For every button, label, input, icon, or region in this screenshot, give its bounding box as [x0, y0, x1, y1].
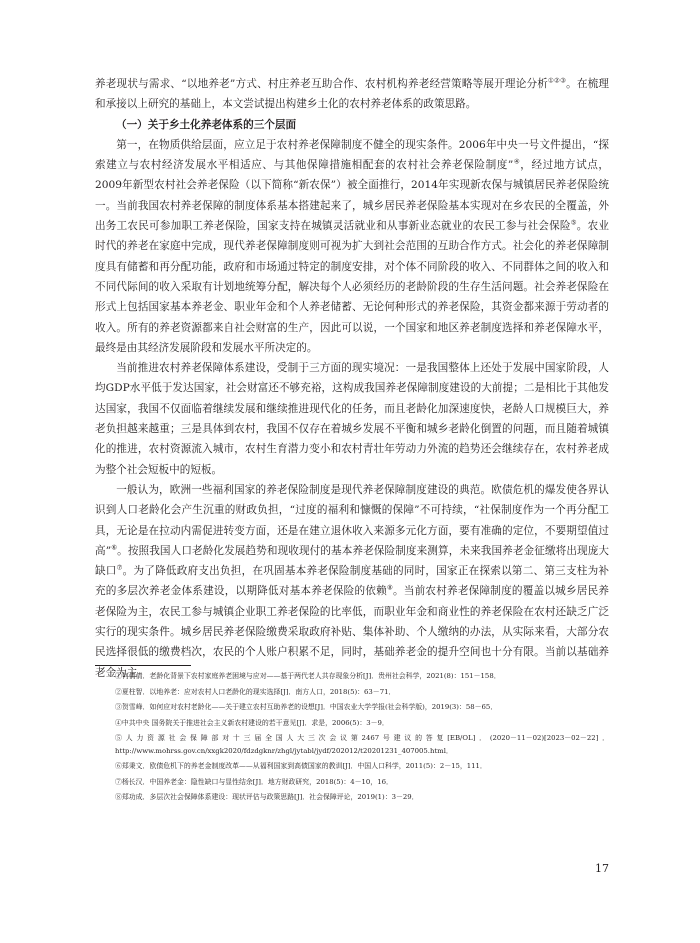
footnote-divider	[95, 665, 191, 666]
footnote-3: ③贺雪峰．如何应对农村老龄化——关于建立农村互助养老的设想[J]．中国农业大学学报(社会科学版)，2019(3)：58－65．	[115, 703, 498, 711]
intro-text-end: 。在梳理和承接以上研究的基础上，本文尝试提出构建乡土化的农村养老体系的政策思路。	[95, 78, 610, 111]
page-number: 17	[595, 862, 609, 875]
p3-text-a: 一般认为，欧洲一些福利国家的养老保险制度是现代养老保障制度建设的典范。欧债危机的爆发使各界认识到人口老龄化会产生沉重的财政负担，“过度的福利和慷慨的保障”不可持续，“社保制度作为一个再分配工具，无论是在拉动内需促进转变方面，还是在建立退休收入来源多元化方面，要有准确的定位，不要期望值过高”	[95, 483, 609, 557]
footnote-8: ⑧郑功成．多层次社会保障体系建设：现状评估与政策思路[J]．社会保障评论，2019(1)：3－29．	[115, 793, 419, 801]
intro-text: 养老现状与需求、“以地养老”方式、村庄养老互助合作、农村机构养老经营策略等展开理论分析	[95, 78, 549, 90]
footnote-ref: ①②③	[548, 76, 567, 85]
footnote-4: ④中共中央 国务院关于推进社会主义新农村建设的若干意见[J]．求是，2006(5)：3－9．	[115, 718, 389, 727]
footnote-7: ⑦杨长汉．中国养老金：隐性缺口与显性结余[J]．地方财政研究，2018(5)：4－10，16．	[115, 777, 393, 786]
p3-text-c: 。为了降低政府支出负担，在巩固基本养老保险制度基础的同时，国家正在探索以第二、第三支柱为补充的多层次养老金体系建设，以期降低对基本养老保险的依赖	[95, 565, 609, 598]
footnote-ref: ⑥	[111, 543, 118, 552]
footnote-1: ①何倩倩．老龄化背景下农村家庭养老困境与应对——基于两代老人共存现象分析[J]．贵州社会科学，2021(8)：151－158．	[115, 672, 501, 680]
main-text	[95, 74, 609, 683]
footnote-5: ⑤人力资源社会保障部对十三届全国人大三次会议第2467号建议的答复[EB/OL]．(2020－11－02)[2023－02－22]．http://www.mohrss.gov.cn/xxgk2020/fdzdgknr/zhgl/jytabl/jydf/202012/t20201231_407005.html．	[115, 734, 609, 755]
p1-text-b: ，经过地方试点，2009年新型农村社会养老保险（以下简称“新农保”）被全面推行，2014年实现新农保与城镇居民养老保险统一。当前我国农村养老保障的制度体系基本搭建起来了，城乡居民养老保险基本实现对在乡农民的全覆盖，外出务工农民可参加职工养老保险，国家支持在城镇灵活就业和从事新业态就业的农民工参与社会保险	[95, 159, 610, 233]
footnote-ref: ④	[513, 157, 521, 166]
intro-paragraph	[95, 74, 609, 115]
paragraph-1	[95, 135, 609, 358]
section-heading: （一）关于乡土化养老体系的三个层面	[116, 118, 297, 131]
footnotes	[95, 669, 609, 806]
p3-text-b: 。按照我国人口老龄化发展趋势和现收现付的基本养老保险制度来测算，未来我国养老金征缴将出现庞大缺口	[95, 544, 610, 578]
paragraph-3	[95, 480, 609, 683]
p1-text-c: 。农业时代的养老在家庭中完成，现代养老保障制度则可视为扩大到社会范围的互助合作方式。社会化的养老保障制度具有储蓄和再分配功能，政府和市场通过特定的制度安排，对个体不同阶段的收入、不同群体之间的收入和不同代际间的收入采取有计划地统筹分配，解决每个人必须经历的老龄阶段的生存生活问题。社会养老保险在形式上包括国家基本养老金、职业年金和个人养老储蓄、无论何种形式的养老保险，其资金都来源于劳动者的收入。所有的养老资源都来自社会财富的生产，因此可以说，一个国家和地区养老制度选择和养老保障水平，最终是由其经济发展阶段和发展水平所决定的。	[95, 220, 609, 354]
footnote-ref: ⑧	[386, 583, 393, 592]
p1-text-a: 第一，在物质供给层面，应立足于农村养老保障制度不健全的现实条件。2006年中央一号文件提出，“探索建立与农村经济发展水平相适应、与其他保障措施相配套的农村社会养老保险制度”	[95, 138, 609, 172]
footnote-ref: ⑦	[116, 563, 123, 572]
p3-text-d: 。当前农村养老保障制度的覆盖以城乡居民养老保险为主，农民工参与城镇企业职工养老保险的比率低，而职业年金和商业性的养老保险在农村还缺乏广泛实行的现实条件。城乡居民养老保险缴费采取政府补贴、集体补助、个人缴纳的办法，从实际来看，大部分农民选择很低的缴费档次，农民的个人账户积累不足，同时，基础养老金的提升空间也十分有限。当前以基础养老金为主	[95, 585, 610, 679]
footnote-ref: ⑤	[570, 218, 577, 227]
paragraph-2: 当前推进农村养老保障体系建设，受制于三方面的现实境况：一是我国整体上还处于发展中国家阶段，人均GDP水平低于发达国家，社会财富还不够充裕，这构成我国养老保障制度建设的大前提；二是相比于其他发达国家，我国不仅面临着继续发展和继续推进现代化的任务，而且老龄化加深速度快，老龄人口规模巨大，养老负担越来越重；三是具体到农村，我国不仅存在着城乡发展不平衡和城乡老龄化倒置的问题，而且随着城镇化的推进，农村资源流入城市，农村生育潜力变小和农村青壮年劳动力外流的趋势还会继续存在，农村养老成为整个社会短板中的短板。	[95, 362, 609, 476]
footnote-2: ②夏柱智．以地养老：应对农村人口老龄化的现实选择[J]．南方人口，2018(5)：63－71．	[115, 687, 396, 696]
footnote-6: ⑥郑秉文．欧债危机下的养老金制度改革——从福利国家到高债国家的教训[J]．中国人口科学，2011(5)：2－15，111．	[115, 762, 487, 770]
